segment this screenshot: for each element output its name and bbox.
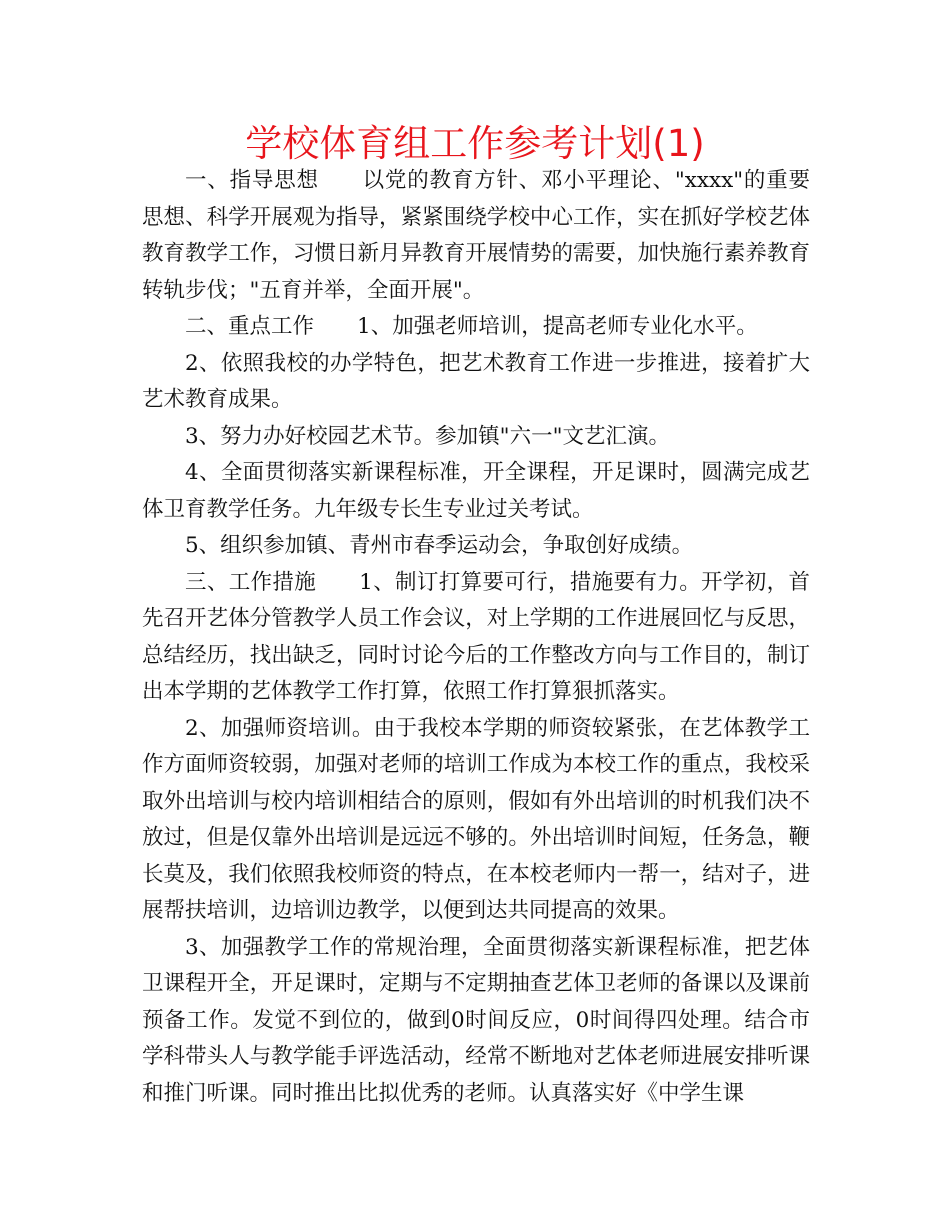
section-heading: 三、工作措施 — [185, 569, 317, 595]
section-heading: 二、重点工作 — [185, 314, 315, 339]
section-heading: 一、指导思想 — [185, 168, 319, 193]
paragraph-text: 3、努力办好校园艺术节。参加镇"六一"文艺汇演。 — [185, 423, 670, 449]
paragraph-measures-3 — [142, 930, 810, 1113]
paragraph-key-work-2 — [142, 346, 810, 419]
paragraph-key-work-5 — [142, 528, 810, 565]
paragraph-text: 2、依照我校的办学特色，把艺术教育工作进一步推进，接着扩大艺术教育成果。 — [142, 350, 810, 412]
paragraph-guiding-ideology — [142, 163, 810, 309]
paragraph-text: 2、加强师资培训。由于我校本学期的师资较紧张，在艺体教学工作方面师资较弱，加强对老师的培训工作成为本校工作的重点，我校采取外出培训与校内培训相结合的原则，假如有外出培训的时机我们决不放过，但是仅靠外出培训是远远不够的。外出培训时间短，任务急，鞭长莫及，我们依照我校师资的特点，在本校老师内一帮一，结对子，进展帮扶培训，边培训边教学，以便到达共同提高的效果。 — [142, 715, 810, 923]
paragraph-measures — [142, 565, 810, 711]
document-body — [142, 163, 810, 1112]
document-title: 学校体育组工作参考计划(1) — [245, 122, 705, 165]
paragraph-text: 以党的教育方针、邓小平理论、"xxxx"的重要思想、科学开展观为指导，紧紧围绕学校中心工作，实在抓好学校艺体教育教学工作，习惯日新月异教育开展情势的需要，加快施行素养教育转轨步伐；"五育并举，全面开展"。 — [142, 168, 810, 303]
paragraph-measures-2 — [142, 711, 810, 930]
paragraph-text: 4、全面贯彻落实新课程标准，开全课程，开足课时，圆满完成艺体卫育教学任务。九年级专长生专业过关考试。 — [142, 460, 810, 522]
paragraph-text: 1、制订打算要可行，措施要有力。开学初，首先召开艺体分管教学人员工作会议，对上学期的工作进展回忆与反思，总结经历，找出缺乏，同时讨论今后的工作整改方向与工作目的，制订出本学期的艺体教学工作打算，依照工作打算狠抓落实。 — [142, 569, 810, 704]
paragraph-text: 3、加强教学工作的常规治理，全面贯彻落实新课程标准，把艺体卫课程开全，开足课时，定期与不定期抽查艺体卫老师的备课以及课前预备工作。发觉不到位的，做到0时间反应，0时间得四处理。结合市学科带头人与教学能手评选活动，经常不断地对艺体老师进展安排听课和推门听课。同时推出比拟优秀的老师。认真落实好《中学生课 — [142, 934, 810, 1106]
paragraph-text: 1、加强老师培训，提高老师专业化水平。 — [357, 314, 758, 339]
paragraph-key-work-4 — [142, 455, 810, 528]
paragraph-text: 5、组织参加镇、青州市春季运动会，争取创好成绩。 — [185, 533, 694, 558]
paragraph-key-work — [142, 309, 810, 346]
paragraph-key-work-3 — [142, 419, 810, 456]
